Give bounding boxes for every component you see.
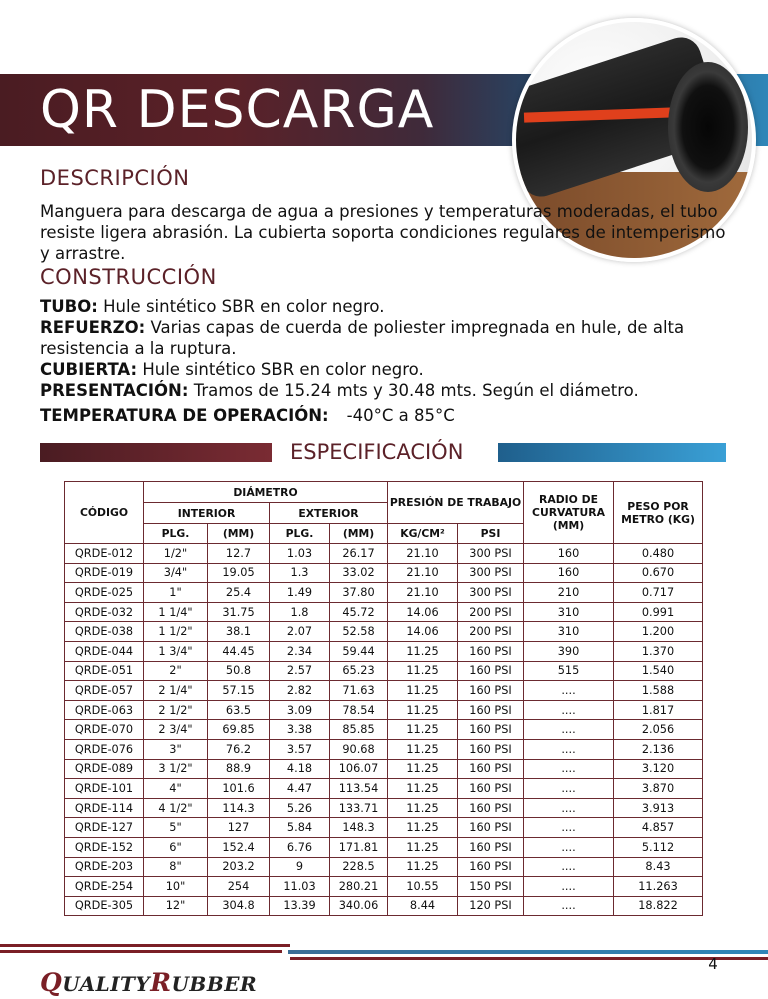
table-cell: 1.588 [614, 681, 703, 701]
footer-line-red-3 [290, 957, 768, 960]
table-cell: QRDE-019 [65, 563, 144, 583]
table-cell: 3.09 [270, 700, 330, 720]
table-cell: 3" [144, 739, 208, 759]
temperatura-label: TEMPERATURA DE OPERACIÓN: [40, 406, 329, 425]
table-cell: 152.4 [208, 837, 270, 857]
table-cell: 0.480 [614, 544, 703, 564]
table-cell: 63.5 [208, 700, 270, 720]
header-exterior: EXTERIOR [270, 503, 388, 524]
table-cell: .... [524, 818, 614, 838]
table-cell: 390 [524, 641, 614, 661]
cubierta-text: Hule sintético SBR en color negro. [137, 360, 424, 379]
table-cell: 50.8 [208, 661, 270, 681]
table-cell: 2.34 [270, 641, 330, 661]
table-cell: 33.02 [330, 563, 388, 583]
table-row [65, 661, 703, 681]
table-cell: 21.10 [388, 563, 458, 583]
table-cell: 4" [144, 779, 208, 799]
table-row [65, 739, 703, 759]
table-cell: 2.07 [270, 622, 330, 642]
table-cell: 1 3/4" [144, 641, 208, 661]
tubo-text: Hule sintético SBR en color negro. [97, 297, 385, 316]
table-cell: QRDE-101 [65, 779, 144, 799]
table-cell: 3.913 [614, 798, 703, 818]
spec-heading: ESPECIFICACIÓN [290, 440, 464, 464]
table-cell: 11.25 [388, 700, 458, 720]
table-cell: QRDE-038 [65, 622, 144, 642]
table-cell: 11.25 [388, 641, 458, 661]
table-cell: 0.991 [614, 602, 703, 622]
table-cell: 1.49 [270, 583, 330, 603]
table-cell: 31.75 [208, 602, 270, 622]
table-cell: 160 PSI [458, 700, 524, 720]
table-cell: 11.263 [614, 877, 703, 897]
table-cell: 37.80 [330, 583, 388, 603]
header-mm-ext: (MM) [330, 524, 388, 544]
table-cell: 44.45 [208, 641, 270, 661]
table-row [65, 759, 703, 779]
table-cell: 52.58 [330, 622, 388, 642]
cubierta-label: CUBIERTA: [40, 360, 138, 379]
table-cell: 1/2" [144, 544, 208, 564]
table-cell: 1.817 [614, 700, 703, 720]
table-cell: 6" [144, 837, 208, 857]
table-cell: 21.10 [388, 583, 458, 603]
table-cell: 11.25 [388, 818, 458, 838]
table-cell: QRDE-070 [65, 720, 144, 740]
table-cell: 310 [524, 602, 614, 622]
table-cell: 13.39 [270, 896, 330, 916]
table-cell: 160 [524, 563, 614, 583]
table-cell: 113.54 [330, 779, 388, 799]
table-cell: 1 1/2" [144, 622, 208, 642]
table-cell: 1.200 [614, 622, 703, 642]
table-cell: 76.2 [208, 739, 270, 759]
table-cell: 120 PSI [458, 896, 524, 916]
table-cell: 160 PSI [458, 857, 524, 877]
table-cell: 11.25 [388, 798, 458, 818]
table-row [65, 798, 703, 818]
table-cell: 11.25 [388, 720, 458, 740]
table-cell: 1.540 [614, 661, 703, 681]
table-cell: 0.670 [614, 563, 703, 583]
table-cell: 300 PSI [458, 583, 524, 603]
table-cell: 160 PSI [458, 798, 524, 818]
tubo-label: TUBO: [40, 297, 98, 316]
table-cell: 59.44 [330, 641, 388, 661]
table-cell: QRDE-254 [65, 877, 144, 897]
table-cell: 4.18 [270, 759, 330, 779]
spec-bar-left [40, 443, 272, 462]
table-cell: 11.25 [388, 837, 458, 857]
table-cell: 11.25 [388, 681, 458, 701]
table-cell: 304.8 [208, 896, 270, 916]
table-cell: QRDE-044 [65, 641, 144, 661]
table-cell: 340.06 [330, 896, 388, 916]
descripcion-text: Manguera para descarga de agua a presiones y temperaturas moderadas, el tubo resiste ligera abrasión. La cubierta soporta condiciones regulares de intemperismo y arrastre. [40, 202, 726, 263]
table-cell: 254 [208, 877, 270, 897]
table-cell: QRDE-012 [65, 544, 144, 564]
construccion-heading: CONSTRUCCIÓN [40, 265, 217, 289]
table-cell: 160 PSI [458, 779, 524, 799]
table-cell: .... [524, 700, 614, 720]
table-cell: QRDE-025 [65, 583, 144, 603]
table-cell: 8.44 [388, 896, 458, 916]
table-cell: 21.10 [388, 544, 458, 564]
table-cell: .... [524, 896, 614, 916]
table-cell: 203.2 [208, 857, 270, 877]
table-cell: 19.05 [208, 563, 270, 583]
table-cell: 78.54 [330, 700, 388, 720]
table-cell: 310 [524, 622, 614, 642]
tubo-line [40, 296, 384, 317]
table-cell: 69.85 [208, 720, 270, 740]
table-row [65, 681, 703, 701]
table-cell: 200 PSI [458, 602, 524, 622]
table-cell: 148.3 [330, 818, 388, 838]
table-cell: .... [524, 779, 614, 799]
table-cell: 2 1/2" [144, 700, 208, 720]
table-cell: 160 PSI [458, 818, 524, 838]
header-plg-ext: PLG. [270, 524, 330, 544]
table-cell: 2.82 [270, 681, 330, 701]
spec-table [64, 481, 703, 916]
table-cell: 11.25 [388, 739, 458, 759]
presentacion-label: PRESENTACIÓN: [40, 381, 189, 400]
table-cell: 6.76 [270, 837, 330, 857]
table-row [65, 818, 703, 838]
table-cell: 5" [144, 818, 208, 838]
table-cell: 160 PSI [458, 837, 524, 857]
descripcion-heading: DESCRIPCIÓN [40, 166, 190, 190]
table-row [65, 720, 703, 740]
table-cell: QRDE-089 [65, 759, 144, 779]
table-cell: 85.85 [330, 720, 388, 740]
table-cell: .... [524, 877, 614, 897]
table-cell: 11.25 [388, 759, 458, 779]
table-cell: 228.5 [330, 857, 388, 877]
table-cell: 133.71 [330, 798, 388, 818]
table-cell: 1.8 [270, 602, 330, 622]
header-psi: PSI [458, 524, 524, 544]
table-cell: 5.112 [614, 837, 703, 857]
table-cell: 1.03 [270, 544, 330, 564]
table-row [65, 877, 703, 897]
spec-bar-right [498, 443, 726, 462]
table-cell: 12.7 [208, 544, 270, 564]
table-row [65, 779, 703, 799]
header-codigo: CÓDIGO [65, 482, 144, 544]
table-cell: 3/4" [144, 563, 208, 583]
table-cell: 2.57 [270, 661, 330, 681]
refuerzo-label: REFUERZO: [40, 318, 146, 337]
table-cell: 8.43 [614, 857, 703, 877]
page-number: 4 [708, 955, 718, 973]
table-cell: 14.06 [388, 622, 458, 642]
table-row [65, 641, 703, 661]
table-cell: QRDE-152 [65, 837, 144, 857]
table-cell: 4 1/2" [144, 798, 208, 818]
footer-line-blue [288, 950, 768, 954]
table-cell: QRDE-305 [65, 896, 144, 916]
page-title: QR DESCARGA [40, 80, 435, 140]
table-cell: 9 [270, 857, 330, 877]
header-diametro: DIÁMETRO [144, 482, 388, 503]
table-cell: 1.370 [614, 641, 703, 661]
table-cell: 11.03 [270, 877, 330, 897]
table-row [65, 622, 703, 642]
table-row [65, 837, 703, 857]
header-kgcm: KG/CM² [388, 524, 458, 544]
table-cell: .... [524, 720, 614, 740]
header-mm-int: (MM) [208, 524, 270, 544]
table-cell: .... [524, 681, 614, 701]
table-cell: 1" [144, 583, 208, 603]
table-row [65, 857, 703, 877]
table-cell: 11.25 [388, 779, 458, 799]
refuerzo-text: Varias capas de cuerda de poliester impregnada en hule, de alta [145, 318, 685, 337]
header-interior: INTERIOR [144, 503, 270, 524]
presentacion-line [40, 380, 639, 401]
table-row [65, 602, 703, 622]
table-cell: 90.68 [330, 739, 388, 759]
table-cell: 280.21 [330, 877, 388, 897]
table-cell: 0.717 [614, 583, 703, 603]
table-cell: 3 1/2" [144, 759, 208, 779]
table-cell: 25.4 [208, 583, 270, 603]
table-cell: QRDE-127 [65, 818, 144, 838]
refuerzo-line [40, 317, 684, 338]
table-cell: 18.822 [614, 896, 703, 916]
table-row [65, 583, 703, 603]
table-cell: 3.120 [614, 759, 703, 779]
table-cell: .... [524, 837, 614, 857]
table-row [65, 563, 703, 583]
footer-line-red-2 [0, 950, 282, 953]
table-row [65, 896, 703, 916]
table-cell: 12" [144, 896, 208, 916]
table-cell: 200 PSI [458, 622, 524, 642]
header-radio: RADIO DE CURVATURA (MM) [524, 482, 614, 544]
table-cell: 300 PSI [458, 544, 524, 564]
table-cell: .... [524, 759, 614, 779]
table-cell: QRDE-063 [65, 700, 144, 720]
table-cell: 101.6 [208, 779, 270, 799]
table-cell: QRDE-076 [65, 739, 144, 759]
table-row [65, 544, 703, 564]
table-cell: 10.55 [388, 877, 458, 897]
table-cell: 1.3 [270, 563, 330, 583]
table-cell: 1 1/4" [144, 602, 208, 622]
table-cell: 2" [144, 661, 208, 681]
table-cell: 150 PSI [458, 877, 524, 897]
table-cell: 160 PSI [458, 661, 524, 681]
quality-rubber-logo: QUALITYRUBBER [40, 968, 258, 997]
cubierta-line [40, 359, 424, 380]
table-cell: 3.38 [270, 720, 330, 740]
table-cell: 4.47 [270, 779, 330, 799]
table-cell: .... [524, 857, 614, 877]
table-cell: 2.056 [614, 720, 703, 740]
header-presion: PRESIÓN DE TRABAJO [388, 482, 524, 524]
table-cell: 57.15 [208, 681, 270, 701]
table-cell: QRDE-114 [65, 798, 144, 818]
table-row [65, 700, 703, 720]
table-cell: 160 PSI [458, 759, 524, 779]
table-cell: 45.72 [330, 602, 388, 622]
table-cell: .... [524, 798, 614, 818]
refuerzo-line-2: resistencia a la ruptura. [40, 339, 237, 358]
table-cell: 160 PSI [458, 681, 524, 701]
table-cell: 38.1 [208, 622, 270, 642]
table-cell: 2 3/4" [144, 720, 208, 740]
table-cell: 3.870 [614, 779, 703, 799]
table-cell: 65.23 [330, 661, 388, 681]
table-cell: QRDE-057 [65, 681, 144, 701]
table-cell: 114.3 [208, 798, 270, 818]
table-cell: 160 [524, 544, 614, 564]
table-cell: 2.136 [614, 739, 703, 759]
temperatura-line [40, 405, 455, 426]
table-cell: 106.07 [330, 759, 388, 779]
presentacion-text: Tramos de 15.24 mts y 30.48 mts. Según el diámetro. [188, 381, 639, 400]
table-cell: 5.26 [270, 798, 330, 818]
table-cell: 5.84 [270, 818, 330, 838]
table-cell: 2 1/4" [144, 681, 208, 701]
table-cell: 127 [208, 818, 270, 838]
table-cell: 26.17 [330, 544, 388, 564]
table-cell: 10" [144, 877, 208, 897]
table-cell: 515 [524, 661, 614, 681]
header-plg-int: PLG. [144, 524, 208, 544]
table-cell: 88.9 [208, 759, 270, 779]
table-cell: 11.25 [388, 661, 458, 681]
table-cell: 71.63 [330, 681, 388, 701]
table-cell: 14.06 [388, 602, 458, 622]
header-peso: PESO POR METRO (KG) [614, 482, 703, 544]
table-cell: QRDE-203 [65, 857, 144, 877]
table-cell: 160 PSI [458, 739, 524, 759]
table-cell: 8" [144, 857, 208, 877]
table-cell: 171.81 [330, 837, 388, 857]
table-cell: 210 [524, 583, 614, 603]
temperatura-text: -40°C a 85°C [346, 406, 455, 425]
table-cell: QRDE-051 [65, 661, 144, 681]
table-cell: 11.25 [388, 857, 458, 877]
table-cell: QRDE-032 [65, 602, 144, 622]
footer-line-red-1 [0, 944, 290, 947]
table-cell: 4.857 [614, 818, 703, 838]
table-cell: 3.57 [270, 739, 330, 759]
table-cell: 300 PSI [458, 563, 524, 583]
table-cell: .... [524, 739, 614, 759]
table-cell: 160 PSI [458, 720, 524, 740]
table-cell: 160 PSI [458, 641, 524, 661]
